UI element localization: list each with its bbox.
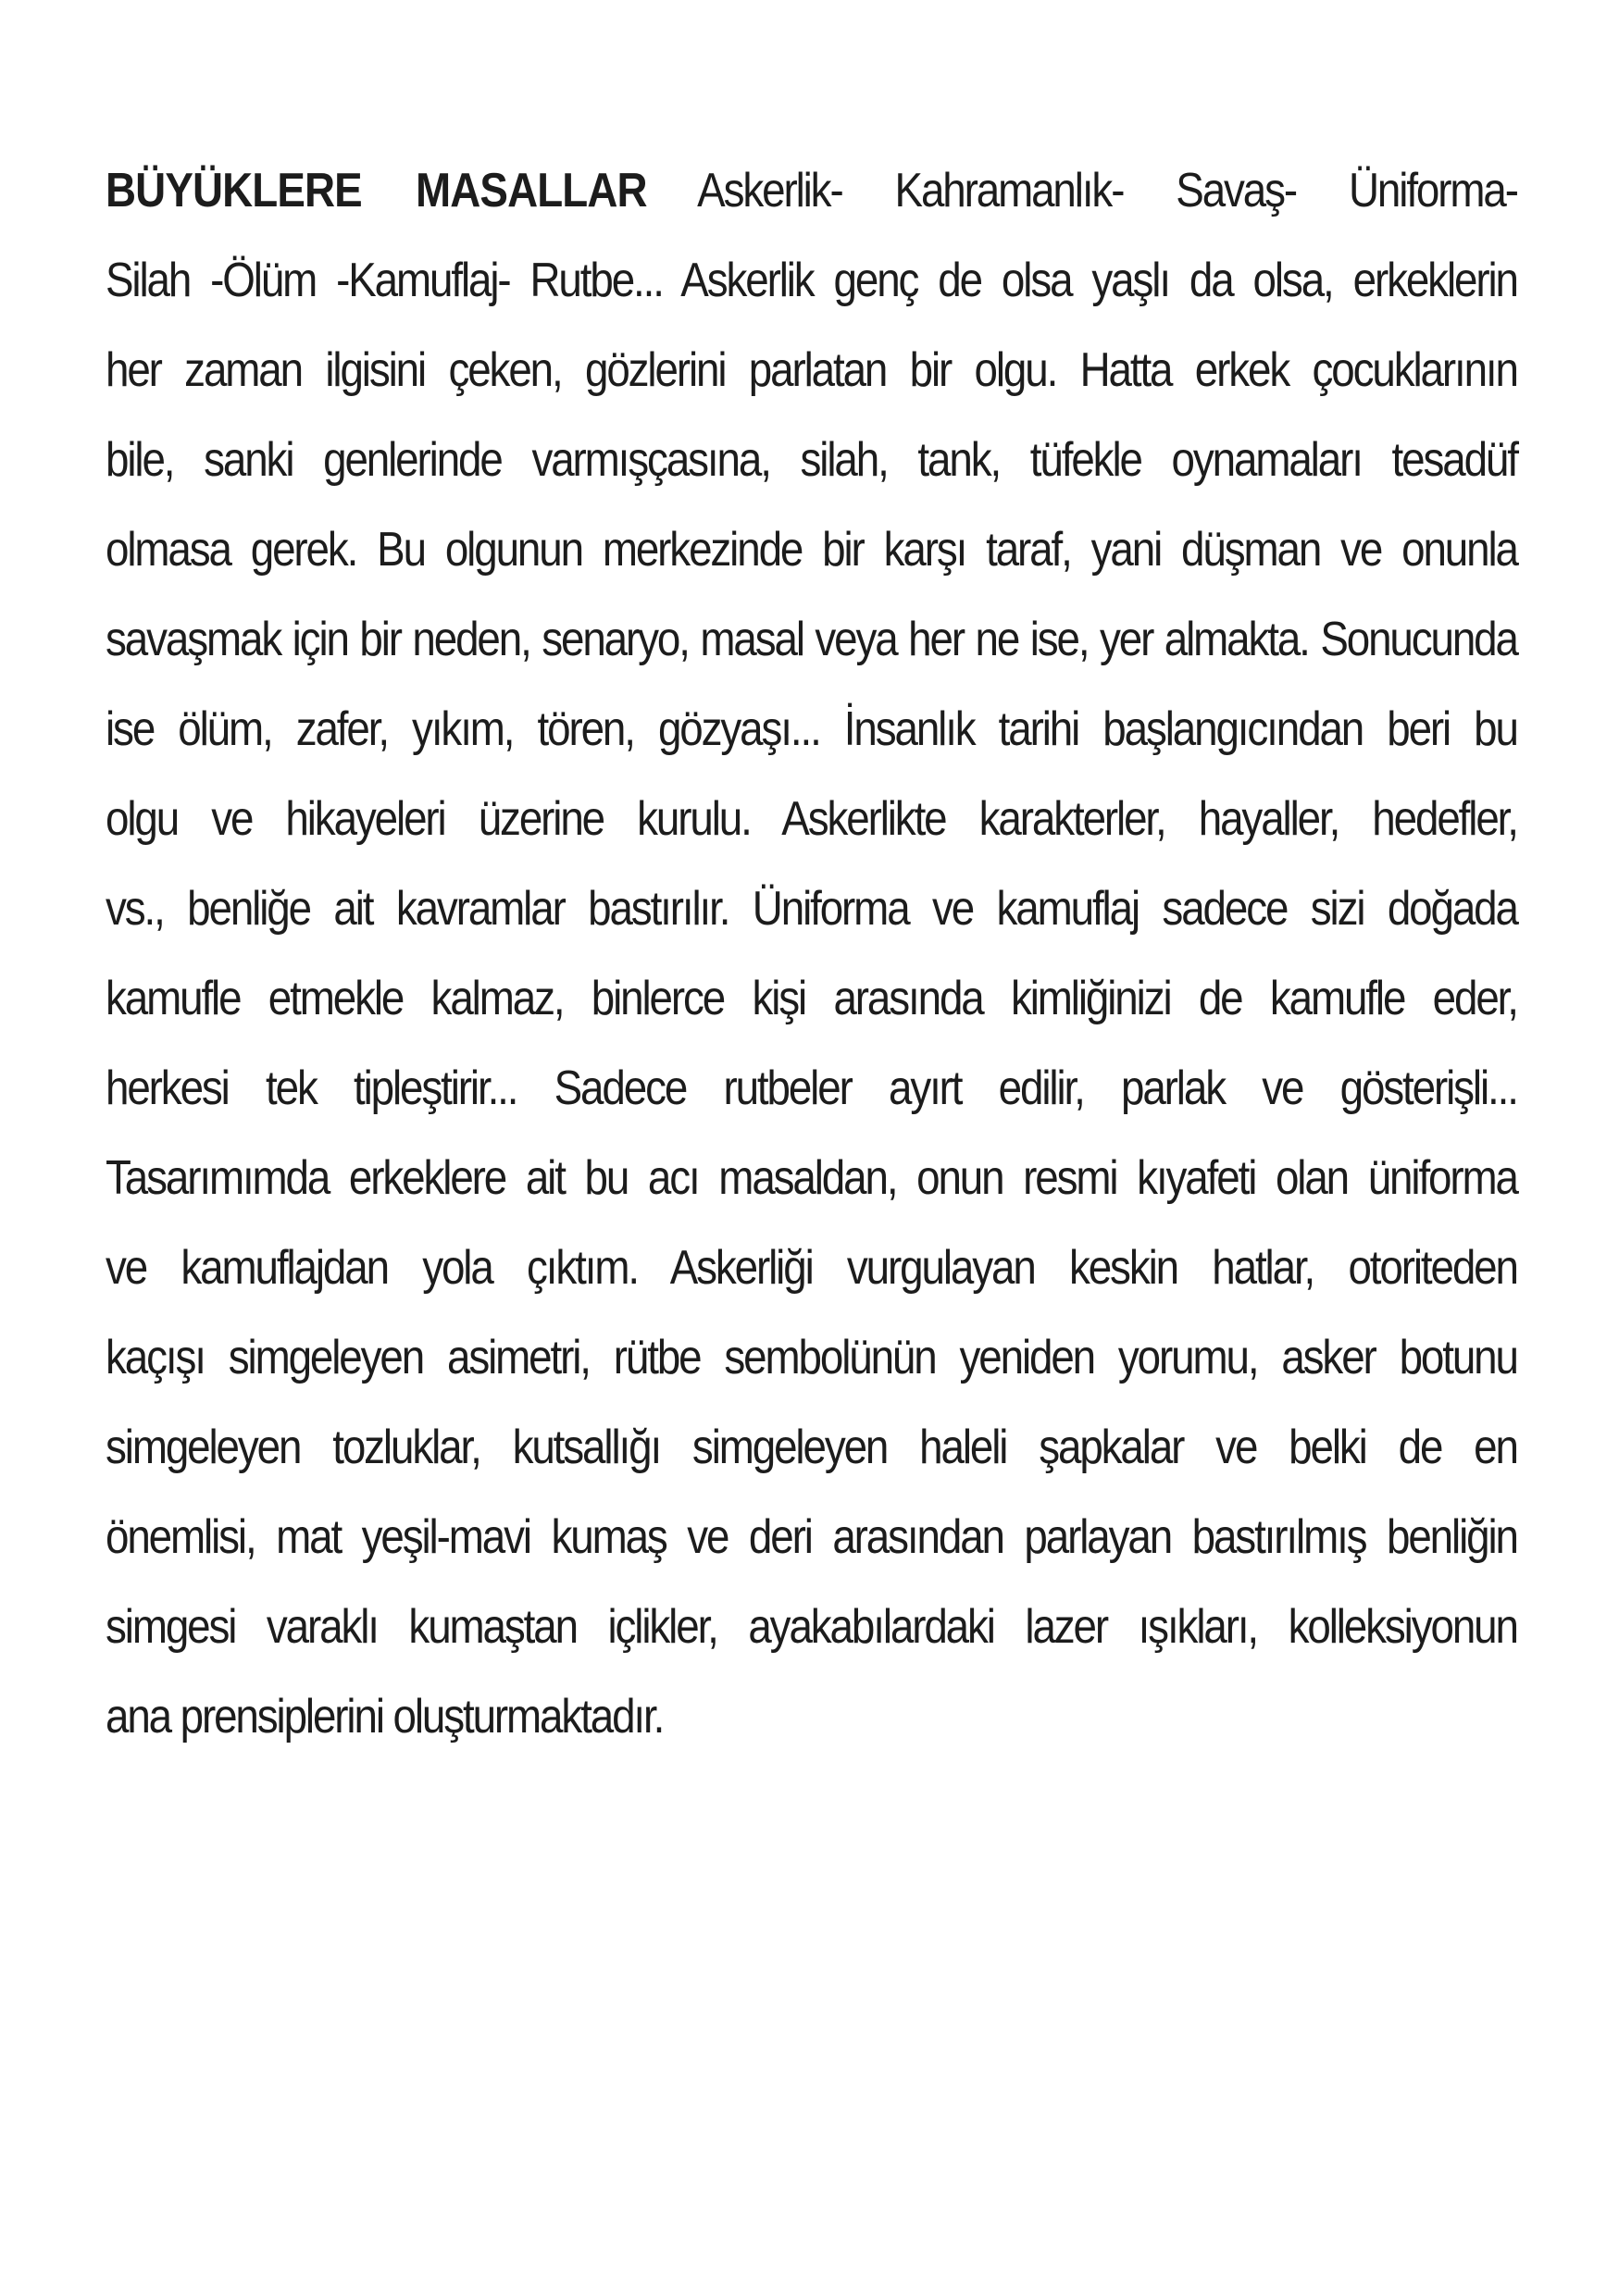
article-line-text: Askerlik- Kahramanlık- Savaş- Üniforma-	[646, 164, 1517, 217]
article-line: vs., benliğe ait kavramlar bastırılır. Üniforma ve kamuflaj sadece sizi doğada	[106, 882, 1517, 936]
article-line: simgeleyen tozluklar, kutsallığı simgeleyen haleli şapkalar ve belki de en	[106, 1421, 1517, 1474]
article-line: her zaman ilgisini çeken, gözlerini parlatan bir olgu. Hatta erkek çocuklarının	[106, 343, 1517, 397]
article-line: olgu ve hikayeleri üzerine kurulu. Askerlikte karakterler, hayaller, hedefler,	[106, 792, 1517, 846]
article-line: Tasarımımda erkeklere ait bu acı masaldan, onun resmi kıyafeti olan üniforma	[106, 1151, 1517, 1205]
article-line: kaçışı simgeleyen asimetri, rütbe sembolünün yeniden yorumu, asker botunu	[106, 1331, 1517, 1384]
article-line: olmasa gerek. Bu olgunun merkezinde bir karşı taraf, yani düşman ve onunla	[106, 523, 1517, 577]
article-line: bile, sanki genlerinde varmışçasına, silah, tank, tüfekle oynamaları tesadüf	[106, 433, 1517, 487]
article-line: ana prensiplerini oluşturmaktadır.	[106, 1690, 664, 1744]
article-line: savaşmak için bir neden, senaryo, masal veya her ne ise, yer almakta. Sonucunda	[106, 613, 1517, 666]
article-line: ve kamuflajdan yola çıktım. Askerliği vurgulayan keskin hatlar, otoriteden	[106, 1241, 1517, 1295]
article-line: önemlisi, mat yeşil-mavi kumaş ve deri arasından parlayan bastırılmış benliğin	[106, 1510, 1517, 1564]
article-title: BÜYÜKLERE MASALLAR	[106, 164, 647, 217]
article-line: Silah -Ölüm -Kamuflaj- Rutbe... Askerlik genç de olsa yaşlı da olsa, erkeklerin	[106, 254, 1517, 307]
article-line: ise ölüm, zafer, yıkım, tören, gözyaşı... İnsanlık tarihi başlangıcından beri bu	[106, 702, 1517, 756]
article-line: simgesi varaklı kumaştan içlikler, ayakabılardaki lazer ışıkları, kolleksiyonun	[106, 1600, 1517, 1654]
article-line: herkesi tek tipleştirir... Sadece rutbeler ayırt edilir, parlak ve gösterişli...	[106, 1061, 1517, 1115]
article-body	[106, 146, 1517, 1762]
article-line: kamufle etmekle kalmaz, binlerce kişi arasında kimliğinizi de kamufle eder,	[106, 972, 1517, 1025]
article-line	[106, 146, 1517, 236]
